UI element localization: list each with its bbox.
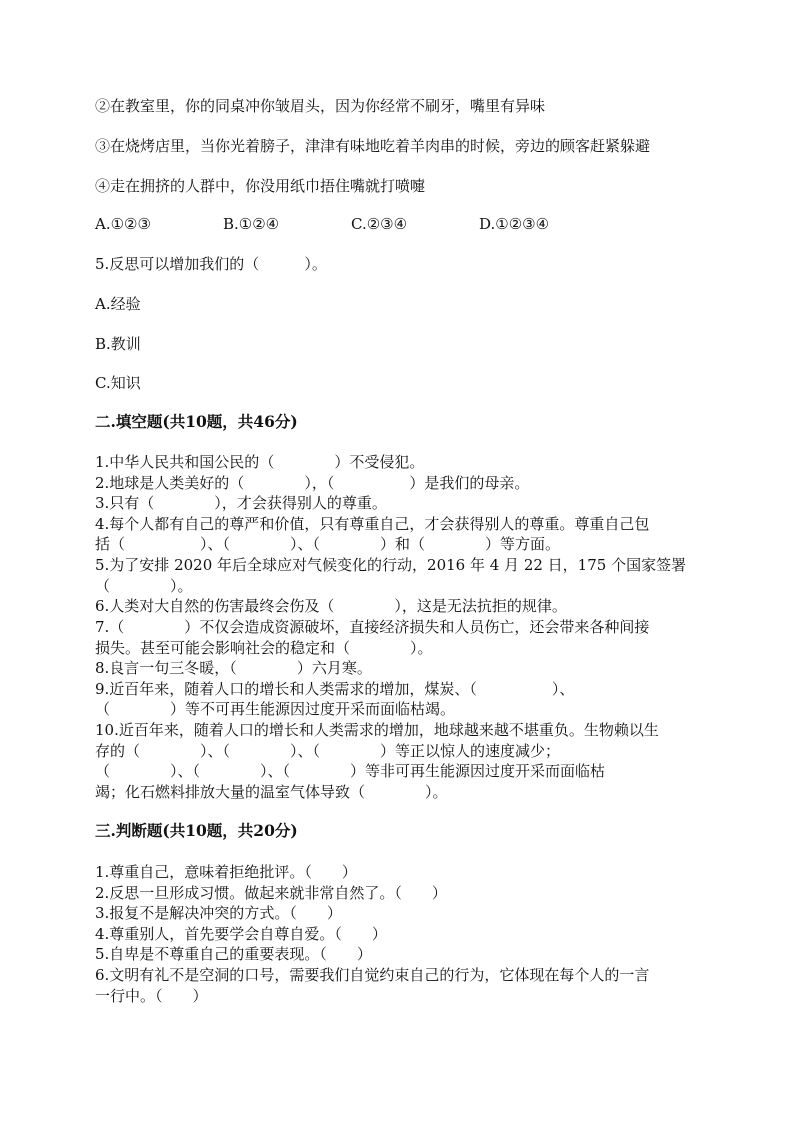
fill-line: 3.只有（ ），才会获得别人的尊重。 [95, 494, 387, 512]
fill-line: 5.为了安排 2020 年后全球应对气候变化的行动，2016 年 4 月 22 日，175 个国家签署 [95, 556, 687, 574]
q5-option-c: C.知识 [95, 374, 141, 392]
q4-option-a: A.①②③ [95, 215, 151, 233]
section2-heading: 二.填空题(共10题，共46分) [95, 412, 298, 431]
judge-line: 1.尊重自己，意味着拒绝批评。（ ） [95, 863, 357, 881]
judge-line: 一行中。（ ） [95, 987, 208, 1005]
q4-option-b: B.①②④ [223, 215, 280, 233]
fill-line: （ ）、（ ）、（ ）等非可再生能源因过度开采而面临枯 [95, 762, 606, 780]
judge-line: 2.反思一旦形成习惯。做起来就非常自然了。（ ） [95, 884, 447, 902]
fill-line: 2.地球是人类美好的（ ），（ ）是我们的母亲。 [95, 474, 530, 492]
fill-line: 4.每个人都有自己的尊严和价值，只有尊重自己，才会获得别人的尊重。尊重自己包 [95, 515, 650, 533]
fill-line: 存的（ ）、（ ）、（ ）等正以惊人的速度减少； [95, 742, 561, 760]
fill-line: （ ）等不可再生能源因过度开采而面临枯竭。 [95, 700, 456, 718]
fill-line: （ ）。 [95, 577, 193, 595]
q4-item-4: ④走在拥挤的人群中，你没用纸巾捂住嘴就打喷嚏 [95, 177, 426, 195]
fill-line: 8.良言一句三冬暖，（ ）六月寒。 [95, 659, 372, 677]
fill-line: 9.近百年来，随着人口的增长和人类需求的增加，煤炭、（ ）、 [95, 680, 575, 698]
q5-stem: 5.反思可以增加我们的（ ）。 [95, 255, 327, 273]
q5-option-b: B.教训 [95, 335, 141, 353]
fill-line: 括（ ）、（ ）、（ ）和（ ）等方面。 [95, 535, 561, 553]
fill-line: 1.中华人民共和国公民的（ ）不受侵犯。 [95, 453, 425, 471]
q4-item-3: ③在烧烤店里，当你光着膀子，津津有味地吃着羊肉串的时候，旁边的顾客赶紧躲避 [95, 137, 651, 155]
fill-line: 竭；化石燃料排放大量的温室气体导致（ ）。 [95, 783, 448, 801]
judge-line: 3.报复不是解决冲突的方式。（ ） [95, 904, 342, 922]
q4-item-2: ②在教室里，你的同桌冲你皱眉头，因为你经常不刷牙，嘴里有异味 [95, 97, 546, 115]
fill-line: 损失。甚至可能会影响社会的稳定和（ ）。 [95, 639, 433, 657]
fill-line: 7.（ ）不仅会造成资源破坏，直接经济损失和人员伤亡，还会带来各种间接 [95, 618, 650, 636]
section3-heading: 三.判断题(共10题，共20分) [95, 821, 298, 840]
q5-option-a: A.经验 [95, 295, 141, 313]
judge-line: 6.文明有礼不是空洞的口号，需要我们自觉约束自己的行为，它体现在每个人的一言 [95, 966, 650, 984]
judge-line: 4.尊重别人，首先要学会自尊自爱。（ ） [95, 925, 387, 943]
q4-option-c: C.②③④ [351, 215, 408, 233]
fill-line: 6.人类对大自然的伤害最终会伤及（ ），这是无法抗拒的规律。 [95, 597, 567, 615]
judge-line: 5.自卑是不尊重自己的重要表现。（ ） [95, 945, 372, 963]
q4-option-d: D.①②③④ [479, 215, 550, 233]
fill-line: 10.近百年来，随着人口的增长和人类需求的增加，地球越来越不堪重负。生物赖以生 [95, 721, 659, 739]
